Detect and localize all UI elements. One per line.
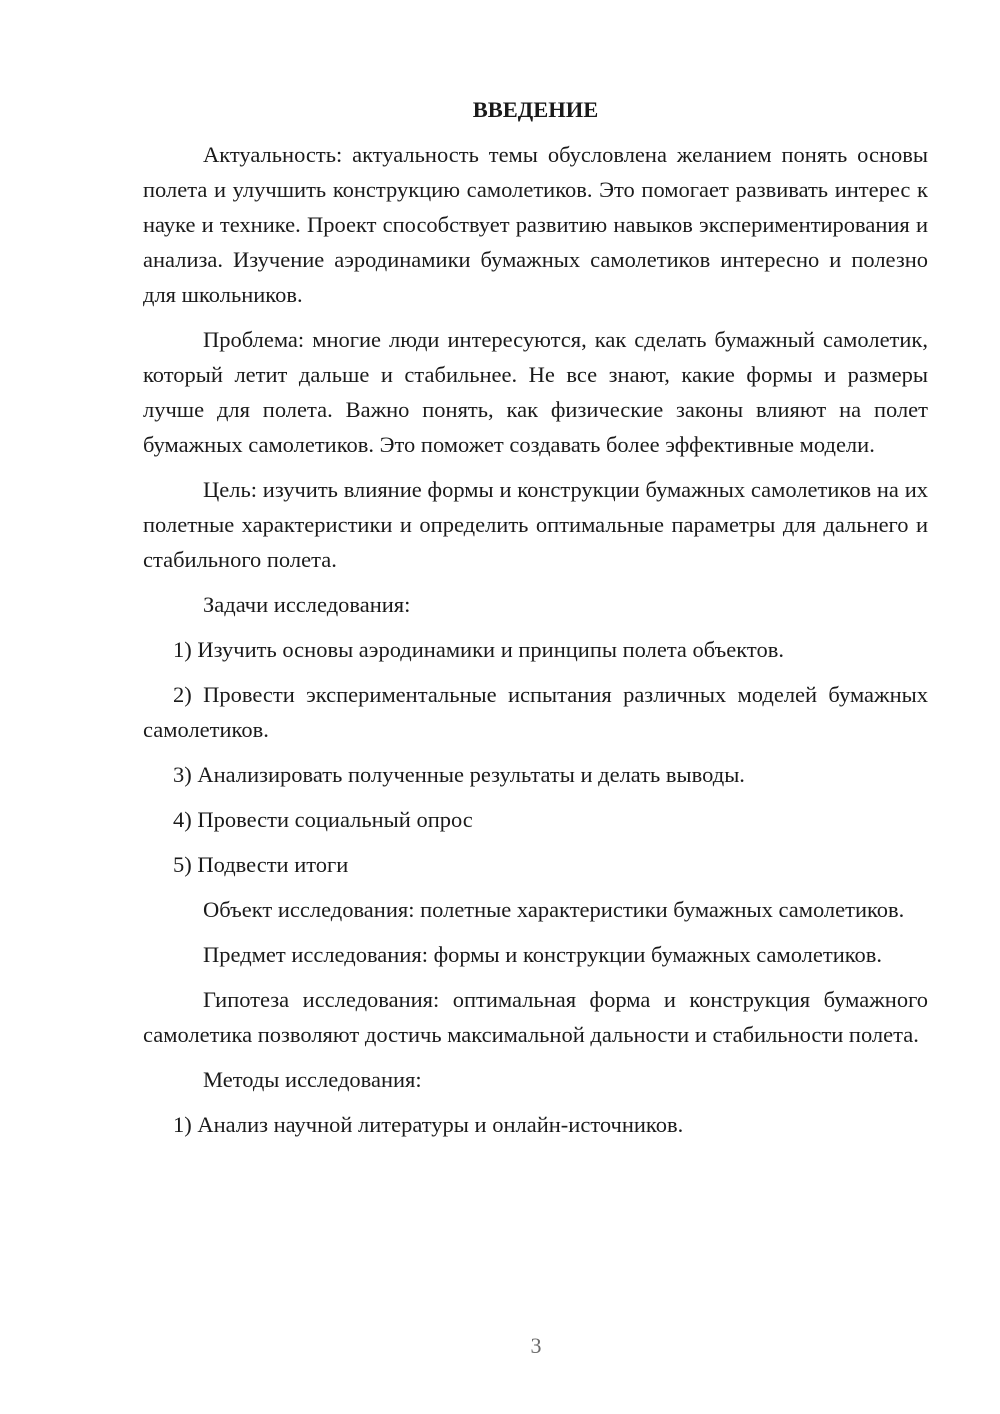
goal-paragraph: Цель: изучить влияние формы и конструкции бумажных самолетиков на их полетные характеристики и определить оптимальные параметры для дальнего и стабильного полета. [143,477,928,572]
relevance-paragraph: Актуальность: актуальность темы обусловлена желанием понять основы полета и улучшить конструкцию самолетиков. Это помогает развивать интерес к науке и технике. Проект способствует развитию навыков экспериментирования и анализа. Изучение аэродинамики бумажных самолетиков интересно и полезно для школьников. [143,142,928,307]
task-item: 3) Анализировать полученные результаты и делать выводы. [173,762,745,787]
problem-paragraph: Проблема: многие люди интересуются, как сделать бумажный самолетик, который летит дальше и стабильнее. Не все знают, какие формы и размеры лучше для полета. Важно понять, как физические законы влияют на полет бумажных самолетиков. Это поможет создавать более эффективные модели. [143,327,928,457]
hypothesis-paragraph: Гипотеза исследования: оптимальная форма и конструкция бумажного самолетика позволяют достичь максимальной дальности и стабильности полета. [143,987,928,1047]
object-paragraph: Объект исследования: полетные характеристики бумажных самолетиков. [203,897,905,922]
task-item: 4) Провести социальный опрос [173,807,473,832]
task-item: 2) Провести экспериментальные испытания различных моделей бумажных самолетиков. [143,682,928,742]
tasks-heading: Задачи исследования: [203,592,411,617]
page-number: 3 [530,1333,542,1358]
document-page [143,92,928,1152]
subject-paragraph: Предмет исследования: формы и конструкции бумажных самолетиков. [203,942,883,967]
task-item: 5) Подвести итоги [173,852,349,877]
task-item: 1) Изучить основы аэродинамики и принципы полета объектов. [173,637,784,662]
methods-heading: Методы исследования: [203,1067,422,1092]
method-item: 1) Анализ научной литературы и онлайн-источников. [173,1112,684,1137]
page-title: ВВЕДЕНИЕ [472,97,599,122]
